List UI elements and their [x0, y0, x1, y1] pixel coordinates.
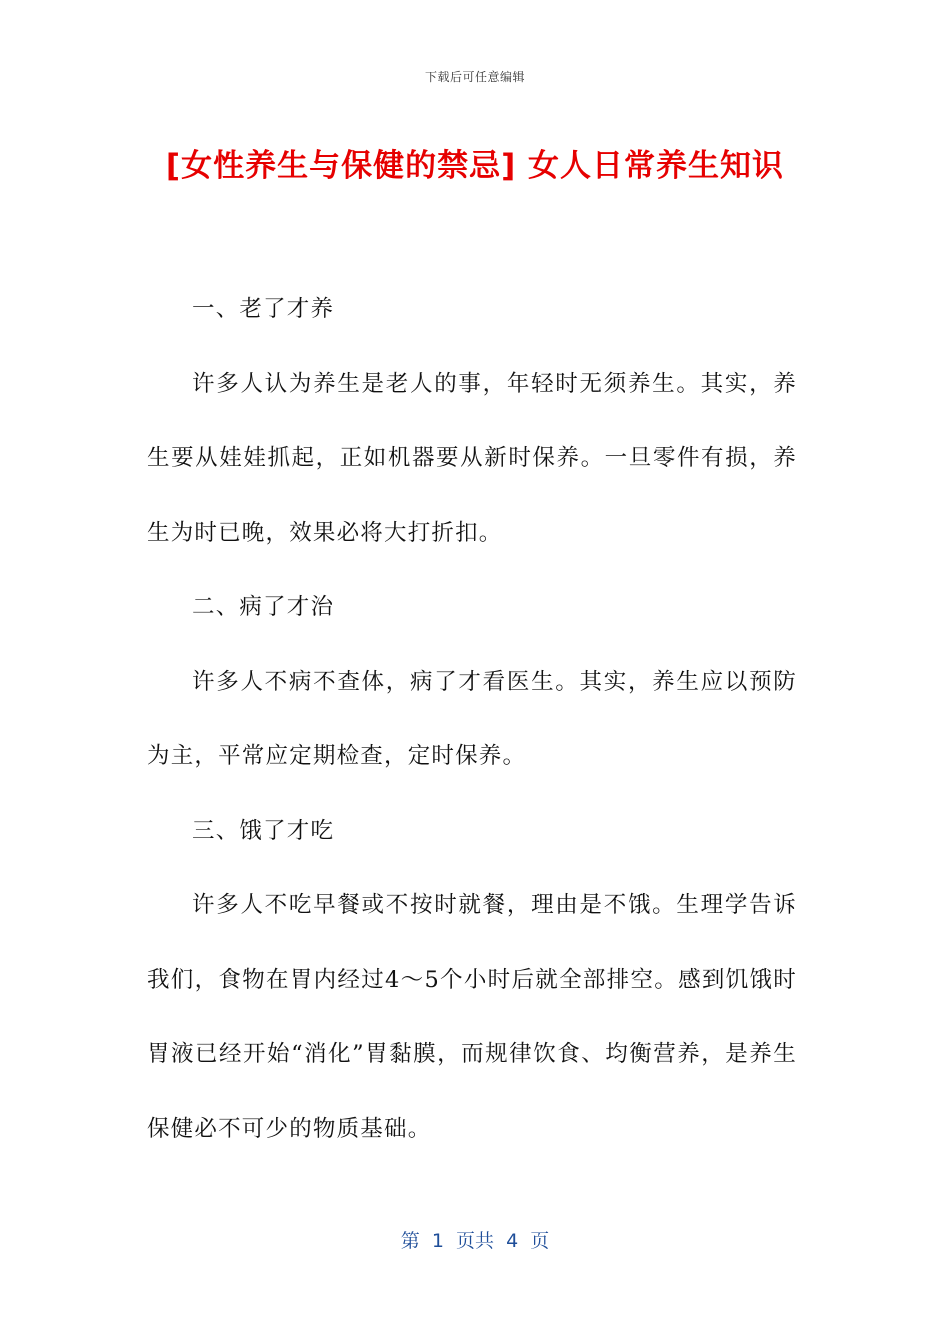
page-number-footer: 第 1 页共 4 页 [400, 1230, 550, 1252]
section-heading-1: 一、老了才养 [192, 296, 335, 322]
section-heading-2: 二、病了才治 [192, 594, 335, 620]
document-body [147, 272, 797, 1166]
paragraph-3: 许多人不吃早餐或不按时就餐，理由是不饿。生理学告诉我们，食物在胃内经过4～5个小时后就全部排空。感到饥饿时胃液已经开始“消化”胃黏膜，而规律饮食、均衡营养，是养生保健必不可少的物质基础。 [147, 892, 797, 1142]
paragraph-2: 许多人不病不查体，病了才看医生。其实，养生应以预防为主，平常应定期检查，定时保养。 [147, 668, 797, 769]
paragraph-1: 许多人认为养生是老人的事，年轻时无须养生。其实，养生要从娃娃抓起，正如机器要从新时保养。一旦零件有损，养生为时已晚，效果必将大打折扣。 [147, 370, 797, 546]
section-heading-3: 三、饿了才吃 [192, 817, 335, 844]
document-title: [女性养生与保健的禁忌] 女人日常养生知识 [165, 148, 785, 184]
page-header-note: 下载后可任意编辑 [424, 70, 525, 84]
